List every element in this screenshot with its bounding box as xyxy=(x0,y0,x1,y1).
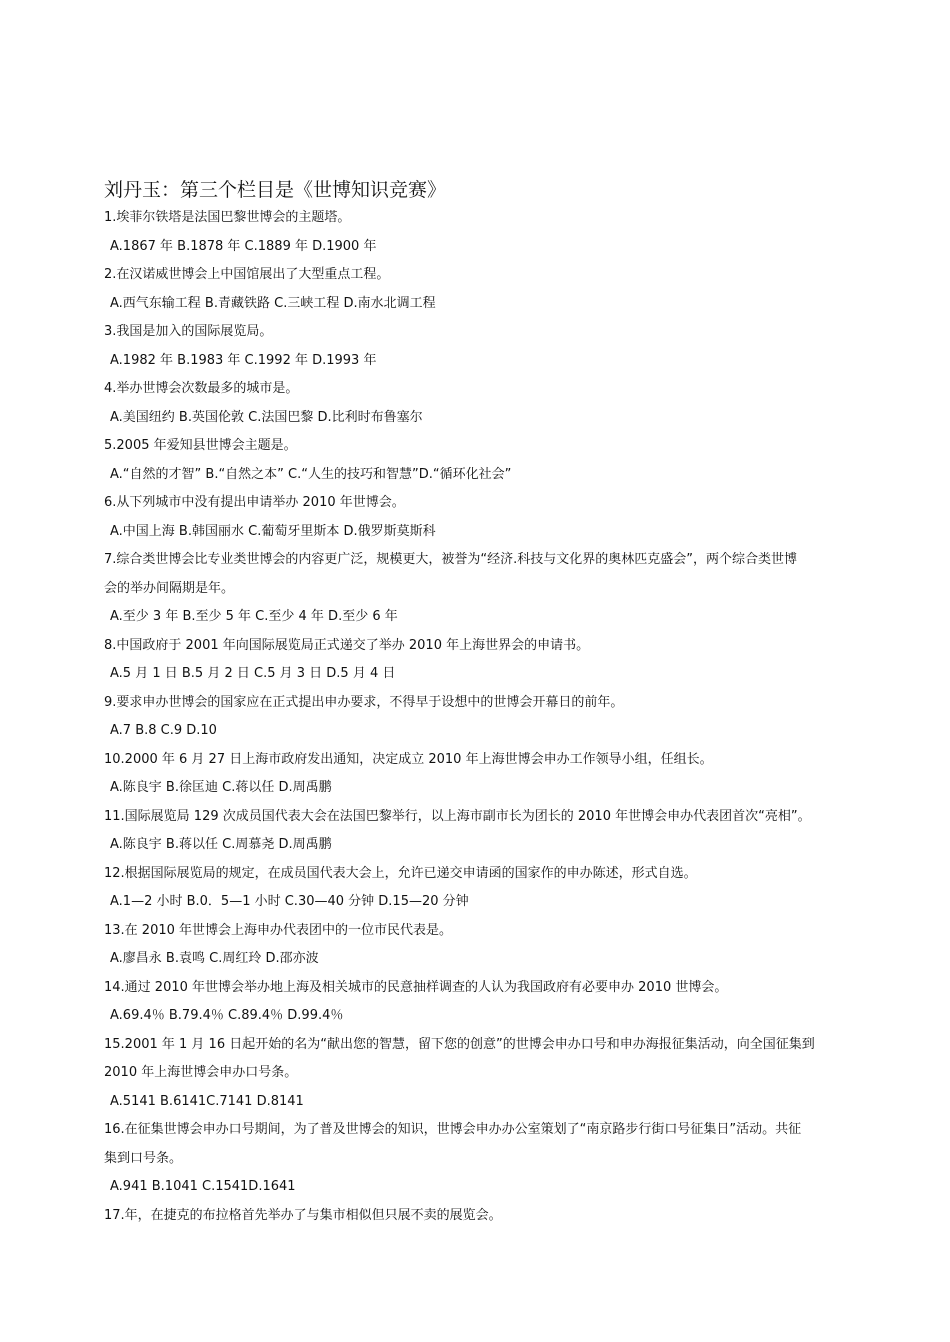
quiz-content xyxy=(104,204,850,1230)
question-text: 11.国际展览局 129 次成员国代表大会在法国巴黎举行，以上海市副市长为团长的 2010 年世博会申办代表团首次“亮相”。 xyxy=(104,808,811,824)
answer-options: A.1867 年 B.1878 年 C.1889 年 D.1900 年 xyxy=(110,238,377,254)
question-text: 8.中国政府于 2001 年向国际展览局正式递交了举办 2010 年上海世界会的申请书。 xyxy=(104,637,590,653)
answer-options: A.陈良宇 B.徐匡迪 C.蒋以任 D.周禹鹏 xyxy=(110,780,332,795)
question-text: 1.埃菲尔铁塔是法国巴黎世博会的主题塔。 xyxy=(104,210,351,225)
answer-options: A.“自然的才智” B.“自然之本” C.“人生的技巧和智慧”D.“循环化社会” xyxy=(110,466,512,482)
question-text: 16.在征集世博会申办口号期间，为了普及世博会的知识，世博会申办办公室策划了“南京路步行街口号征集日”活动。共征 xyxy=(104,1122,802,1137)
answer-options: A.1982 年 B.1983 年 C.1992 年 D.1993 年 xyxy=(110,352,377,368)
question-text: 9.要求申办世博会的国家应在正式提出申办要求，不得早于设想中的世博会开幕日的前年。 xyxy=(104,694,624,710)
answer-options: A.西气东输工程 B.青藏铁路 C.三峡工程 D.南水北调工程 xyxy=(110,295,436,311)
answer-options: A.1—2 小时 B.0．5—1 小时 C.30—40 分钟 D.15—20 分钟 xyxy=(110,894,469,909)
question-text: 7.综合类世博会比专业类世博会的内容更广泛，规模更大，被誉为“经济.科技与文化界的奥林匹克盛会”，两个综合类世博 xyxy=(104,552,798,567)
question-text: 10.2000 年 6 月 27 日上海市政府发出通知，决定成立 2010 年上海世博会申办工作领导小组，任组长。 xyxy=(104,751,713,767)
question-text: 2.在汉诺威世博会上中国馆展出了大型重点工程。 xyxy=(104,267,390,282)
question-text: 4.举办世博会次数最多的城市是。 xyxy=(104,381,299,396)
answer-options: A.廖昌永 B.袁鸣 C.周红玲 D.邵亦波 xyxy=(110,951,319,966)
answer-options: A.69.4％ B.79.4％ C.89.4％ D.99.4％ xyxy=(110,1008,344,1023)
question-text: 17.年，在捷克的布拉格首先举办了与集市相似但只展不卖的展览会。 xyxy=(104,1207,502,1223)
question-text: 13.在 2010 年世博会上海申办代表团中的一位市民代表是。 xyxy=(104,922,453,938)
question-text: 会的举办间隔期是年。 xyxy=(104,580,235,596)
answer-options: A.7 B.8 C.9 D.10 xyxy=(110,723,217,738)
answer-options: A.5141 B.6141C.7141 D.8141 xyxy=(110,1093,304,1109)
answer-options: A.941 B.1041 C.1541D.1641 xyxy=(110,1179,296,1194)
question-text: 3.我国是加入的国际展览局。 xyxy=(104,324,273,339)
question-text: 2010 年上海世博会申办口号条。 xyxy=(104,1065,298,1080)
answer-options: A.陈良宇 B.蒋以任 C.周慕尧 D.周禹鹏 xyxy=(110,837,332,852)
question-text: 14.通过 2010 年世博会举办地上海及相关城市的民意抽样调查的人认为我国政府有必要申办 2010 世博会。 xyxy=(104,979,728,995)
question-text: 15.2001 年 1 月 16 日起开始的名为“献出您的智慧，留下您的创意”的世博会申办口号和申办海报征集活动，向全国征集到 xyxy=(104,1036,815,1052)
answer-options: A.5 月 1 日 B.5 月 2 日 C.5 月 3 日 D.5 月 4 日 xyxy=(110,666,396,681)
question-text: 集到口号条。 xyxy=(104,1150,183,1166)
answer-options: A.中国上海 B.韩国丽水 C.葡萄牙里斯本 D.俄罗斯莫斯科 xyxy=(110,523,436,539)
answer-options: A.至少 3 年 B.至少 5 年 C.至少 4 年 D.至少 6 年 xyxy=(110,609,398,624)
section-title: 刘丹玉：第三个栏目是《世博知识竞赛》 xyxy=(104,179,447,201)
question-text: 5.2005 年爱知县世博会主题是。 xyxy=(104,438,297,453)
question-text: 6.从下列城市中没有提出申请举办 2010 年世博会。 xyxy=(104,495,405,510)
question-text: 12.根据国际展览局的规定，在成员国代表大会上，允许已递交申请函的国家作的申办陈述，形式自选。 xyxy=(104,865,697,881)
answer-options: A.美国纽约 B.英国伦敦 C.法国巴黎 D.比利时布鲁塞尔 xyxy=(110,409,423,425)
